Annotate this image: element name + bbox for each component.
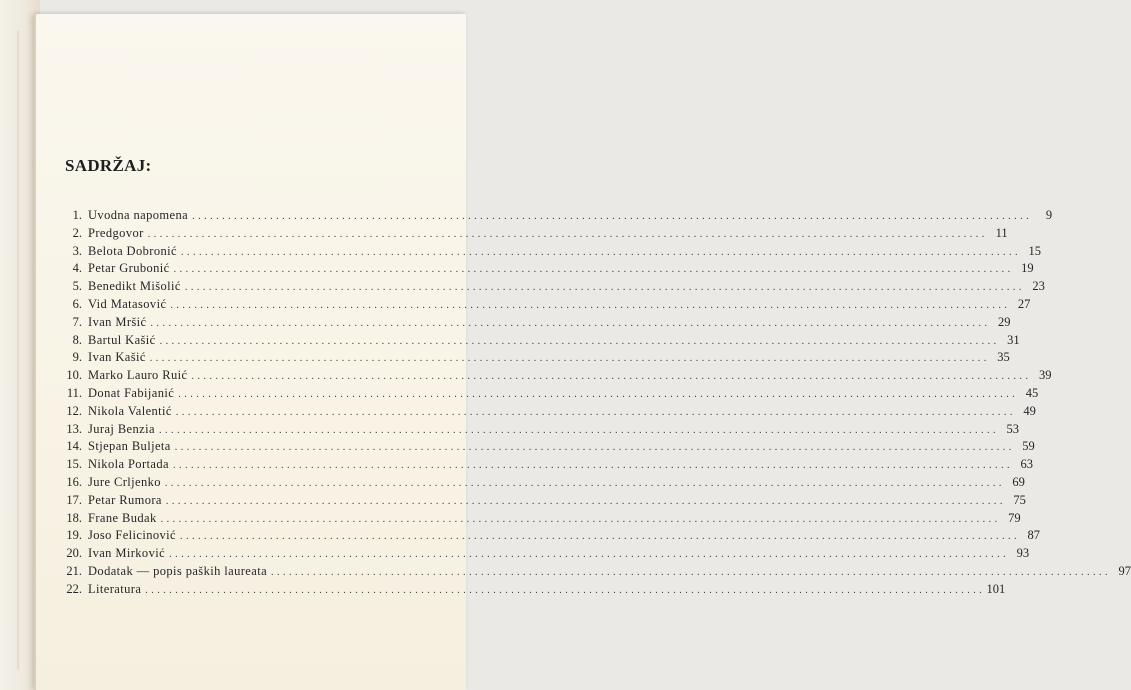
toc-entry-title: Nikola Portada <box>88 457 169 472</box>
toc-entry-page: 69 <box>1012 474 1025 489</box>
toc-entry <box>58 457 1033 475</box>
toc-entry-page: 79 <box>1008 510 1021 525</box>
toc-entry <box>58 368 1052 386</box>
toc-entry-page: 53 <box>1006 421 1019 436</box>
toc-dot-leader: . . . . . . . . . . . . . . . . . . . . . . . . . . . . . . . . . . . . . . . . . . . . . . . . . . . . . . . . . . . . . . . . . . . . . . . . . . . . . . . . . . . . . . . . . . . . . . . . . . . . . . . . . . . . . . . . . . . . . . . . . . . . . . . . . . . . . . . . . . . . <box>145 584 983 596</box>
toc-entry-number: 12. <box>66 403 82 418</box>
toc-entry-title: Stjepan Buljeta <box>88 439 171 454</box>
toc-entry <box>58 208 1053 226</box>
toc-entry-number: 1. <box>72 208 82 222</box>
toc-entry-number: 5. <box>72 279 82 294</box>
toc-entry-title: Literatura <box>88 581 142 596</box>
toc-entry-number: 18. <box>66 510 82 525</box>
toc-entry-page: 45 <box>1025 385 1039 400</box>
toc-entry-number: 6. <box>72 296 82 311</box>
background-page-fold <box>17 30 21 670</box>
toc-entry-title: Belota Dobronić <box>88 243 177 258</box>
toc-entry-page: 63 <box>1020 457 1033 472</box>
toc-dot-leader: . . . . . . . . . . . . . . . . . . . . . . . . . . . . . . . . . . . . . . . . . . . . . . . . . . . . . . . . . . . . . . . . . . . . . . . . . . . . . . . . . . . . . . . . . . . . . . . . . . . . . . . . . . . . . . . . . . . . . . . . . . . . . . . . . . . . . . . . . . . . <box>191 371 1029 383</box>
toc-dot-leader: . . . . . . . . . . . . . . . . . . . . . . . . . . . . . . . . . . . . . . . . . . . . . . . . . . . . . . . . . . . . . . . . . . . . . . . . . . . . . . . . . . . . . . . . . . . . . . . . . . . . . . . . . . . . . . . . . . . . . . . . . . . . . . . . . . . . . . . . . . . . <box>180 531 1017 543</box>
toc-entry <box>58 581 1006 600</box>
toc-dot-leader: . . . . . . . . . . . . . . . . . . . . . . . . . . . . . . . . . . . . . . . . . . . . . . . . . . . . . . . . . . . . . . . . . . . . . . . . . . . . . . . . . . . . . . . . . . . . . . . . . . . . . . . . . . . . . . . . . . . . . . . . . . . . . . . . . . . . . . . . . . . . <box>170 299 1008 311</box>
toc-dot-leader: . . . . . . . . . . . . . . . . . . . . . . . . . . . . . . . . . . . . . . . . . . . . . . . . . . . . . . . . . . . . . . . . . . . . . . . . . . . . . . . . . . . . . . . . . . . . . . . . . . . . . . . . . . . . . . . . . . . . . . . . . . . . . . . . . . . . . . . . . . . . <box>165 495 1003 507</box>
toc-entry-number: 16. <box>66 474 82 489</box>
toc-dot-leader: . . . . . . . . . . . . . . . . . . . . . . . . . . . . . . . . . . . . . . . . . . . . . . . . . . . . . . . . . . . . . . . . . . . . . . . . . . . . . . . . . . . . . . . . . . . . . . . . . . . . . . . . . . . . . . . . . . . . . . . . . . . . . . . . . . . . . . . . . . . . <box>169 549 1007 561</box>
toc-entry-number: 10. <box>66 368 82 383</box>
toc-entry-title: Marko Lauro Ruić <box>88 368 188 383</box>
toc-dot-leader: . . . . . . . . . . . . . . . . . . . . . . . . . . . . . . . . . . . . . . . . . . . . . . . . . . . . . . . . . . . . . . . . . . . . . . . . . . . . . . . . . . . . . . . . . . . . . . . . . . . . . . . . . . . . . . . . . . . . . . . . . . . . . . . . . . . . . . . . . . . . <box>184 282 1022 294</box>
toc-dot-leader: . . . . . . . . . . . . . . . . . . . . . . . . . . . . . . . . . . . . . . . . . . . . . . . . . . . . . . . . . . . . . . . . . . . . . . . . . . . . . . . . . . . . . . . . . . . . . . . . . . . . . . . . . . . . . . . . . . . . . . . . . . . . . . . . . . . . . . . . . . . . <box>158 424 996 436</box>
toc-entry-page: 101 <box>986 581 1006 596</box>
toc-dot-leader: . . . . . . . . . . . . . . . . . . . . . . . . . . . . . . . . . . . . . . . . . . . . . . . . . . . . . . . . . . . . . . . . . . . . . . . . . . . . . . . . . . . . . . . . . . . . . . . . . . . . . . . . . . . . . . . . . . . . . . . . . . . . . . . . . . . . . . . . . . . . <box>178 388 1016 400</box>
toc-entry-number: 2. <box>72 225 82 240</box>
toc-entry-page: 27 <box>1017 296 1031 311</box>
toc-entry <box>58 279 1045 297</box>
toc-dot-leader: . . . . . . . . . . . . . . . . . . . . . . . . . . . . . . . . . . . . . . . . . . . . . . . . . . . . . . . . . . . . . . . . . . . . . . . . . . . . . . . . . . . . . . . . . . . . . . . . . . . . . . . . . . . . . . . . . . . . . . . . . . . . . . . . . . . . . . . . . . . . <box>164 477 1002 489</box>
toc-entry-title: Vid Matasović <box>88 296 167 311</box>
toc-entry-page: 11 <box>995 225 1008 240</box>
toc-entry-number: 14. <box>66 439 82 454</box>
toc-entry-title: Donat Fabijanić <box>88 385 175 400</box>
toc-entry <box>58 350 1010 368</box>
toc-entry-title: Ivan Kašić <box>88 350 146 365</box>
toc-entry-number: 9. <box>72 350 82 365</box>
toc-entry <box>58 492 1026 511</box>
toc-entry <box>58 563 1131 582</box>
toc-entry-page: 31 <box>1007 332 1020 347</box>
toc-entry-page: 9 <box>1045 208 1053 222</box>
toc-entry <box>58 261 1034 279</box>
toc-dot-leader: . . . . . . . . . . . . . . . . . . . . . . . . . . . . . . . . . . . . . . . . . . . . . . . . . . . . . . . . . . . . . . . . . . . . . . . . . . . . . . . . . . . . . . . . . . . . . . . . . . . . . . . . . . . . . . . . . . . . . . . . . . . . . . . . . . . . . . . . . . . . <box>149 353 987 365</box>
toc-dot-leader: . . . . . . . . . . . . . . . . . . . . . . . . . . . . . . . . . . . . . . . . . . . . . . . . . . . . . . . . . . . . . . . . . . . . . . . . . . . . . . . . . . . . . . . . . . . . . . . . . . . . . . . . . . . . . . . . . . . . . . . . . . . . . . . . . . . . . . . . . . . . <box>174 442 1012 454</box>
toc-entry-number: 7. <box>72 314 82 329</box>
toc-entry-title: Petar Grubonić <box>88 261 170 276</box>
toc-entry-page: 19 <box>1021 261 1034 276</box>
toc-entry-number: 22. <box>66 581 82 596</box>
toc-entry-page: 97 <box>1118 563 1131 578</box>
toc-entry-number: 11. <box>66 385 82 400</box>
toc-dot-leader: . . . . . . . . . . . . . . . . . . . . . . . . . . . . . . . . . . . . . . . . . . . . . . . . . . . . . . . . . . . . . . . . . . . . . . . . . . . . . . . . . . . . . . . . . . . . . . . . . . . . . . . . . . . . . . . . . . . . . . . . . . . . . . . . . . . . . . . . . . . . <box>147 228 985 240</box>
toc-entry-page: 35 <box>997 350 1010 365</box>
toc-dot-leader: . . . . . . . . . . . . . . . . . . . . . . . . . . . . . . . . . . . . . . . . . . . . . . . . . . . . . . . . . . . . . . . . . . . . . . . . . . . . . . . . . . . . . . . . . . . . . . . . . . . . . . . . . . . . . . . . . . . . . . . . . . . . . . . . . . . . . . . . . . . . <box>175 406 1013 418</box>
toc-entry-title: Jure Crljenko <box>88 474 161 489</box>
toc-dot-leader: . . . . . . . . . . . . . . . . . . . . . . . . . . . . . . . . . . . . . . . . . . . . . . . . . . . . . . . . . . . . . . . . . . . . . . . . . . . . . . . . . . . . . . . . . . . . . . . . . . . . . . . . . . . . . . . . . . . . . . . . . . . . . . . . . . . . . . . . . . . . <box>172 460 1010 472</box>
toc-entry-number: 13. <box>66 421 82 436</box>
toc-entry-page: 39 <box>1038 368 1052 383</box>
toc-dot-leader: . . . . . . . . . . . . . . . . . . . . . . . . . . . . . . . . . . . . . . . . . . . . . . . . . . . . . . . . . . . . . . . . . . . . . . . . . . . . . . . . . . . . . . . . . . . . . . . . . . . . . . . . . . . . . . . . . . . . . . . . . . . . . . . . . . . . . . . . . . . . <box>173 264 1011 276</box>
toc-entry <box>58 528 1040 546</box>
toc-entry <box>58 403 1036 422</box>
toc-entry-number: 15. <box>66 457 82 472</box>
toc-entry <box>58 439 1035 457</box>
toc-entry-title: Ivan Mirković <box>88 546 166 561</box>
toc-entry-page: 87 <box>1027 528 1040 543</box>
toc-entry-page: 23 <box>1032 279 1045 294</box>
toc-entry-page: 59 <box>1022 439 1035 454</box>
toc-entry-page: 15 <box>1028 243 1041 258</box>
toc-entry <box>58 421 1019 440</box>
toc-entry-number: 17. <box>66 492 82 507</box>
toc-entry-page: 75 <box>1013 492 1026 507</box>
toc-entry <box>58 314 1011 333</box>
toc-entry-title: Juraj Benzia <box>88 421 155 436</box>
toc-entry-number: 3. <box>72 243 82 258</box>
toc-entry-number: 4. <box>72 261 82 276</box>
toc-entry <box>58 296 1031 315</box>
toc-entry-title: Benedikt Mišolić <box>88 279 181 294</box>
toc-dot-leader: . . . . . . . . . . . . . . . . . . . . . . . . . . . . . . . . . . . . . . . . . . . . . . . . . . . . . . . . . . . . . . . . . . . . . . . . . . . . . . . . . . . . . . . . . . . . . . . . . . . . . . . . . . . . . . . . . . . . . . . . . . . . . . . . . . . . . . . . . . . . <box>150 317 988 329</box>
toc-entry-title: Uvodna napomena <box>88 208 189 222</box>
toc-dot-leader: . . . . . . . . . . . . . . . . . . . . . . . . . . . . . . . . . . . . . . . . . . . . . . . . . . . . . . . . . . . . . . . . . . . . . . . . . . . . . . . . . . . . . . . . . . . . . . . . . . . . . . . . . . . . . . . . . . . . . . . . . . . . . . . . . . . . . . . . . . . . <box>180 246 1018 258</box>
toc-entry-page: 49 <box>1023 403 1036 418</box>
toc-dot-leader: . . . . . . . . . . . . . . . . . . . . . . . . . . . . . . . . . . . . . . . . . . . . . . . . . . . . . . . . . . . . . . . . . . . . . . . . . . . . . . . . . . . . . . . . . . . . . . . . . . . . . . . . . . . . . . . . . . . . . . . . . . . . . . . . . . . . . . . . . . . . <box>159 335 997 347</box>
toc-entry-title: Bartul Kašić <box>88 332 156 347</box>
toc-entry <box>58 474 1025 493</box>
table-of-contents <box>58 208 1131 600</box>
toc-entry-page: 93 <box>1016 546 1030 561</box>
toc-entry-number: 20. <box>66 546 82 561</box>
toc-entry <box>58 243 1041 262</box>
toc-entry <box>58 225 1008 244</box>
toc-entry-title: Predgovor <box>88 225 144 240</box>
toc-entry <box>58 332 1020 351</box>
toc-entry-title: Petar Rumora <box>88 492 162 507</box>
toc-entry <box>58 546 1030 564</box>
toc-entry-number: 19. <box>66 528 82 543</box>
toc-entry-title: Dodatak — popis paških laureata <box>88 563 268 578</box>
page-title: SADRŽAJ: <box>65 156 152 175</box>
toc-entry-number: 8. <box>72 332 82 347</box>
toc-entry-page: 29 <box>998 314 1011 329</box>
toc-entry <box>58 385 1039 404</box>
toc-dot-leader: . . . . . . . . . . . . . . . . . . . . . . . . . . . . . . . . . . . . . . . . . . . . . . . . . . . . . . . . . . . . . . . . . . . . . . . . . . . . . . . . . . . . . . . . . . . . . . . . . . . . . . . . . . . . . . . . . . . . . . . . . . . . . . . . . . . . . . . . . . . . <box>192 211 1030 222</box>
toc-entry-title: Ivan Mršić <box>88 314 147 329</box>
toc-entry-title: Nikola Valentić <box>88 403 172 418</box>
toc-entry-number: 21. <box>66 563 82 578</box>
toc-dot-leader: . . . . . . . . . . . . . . . . . . . . . . . . . . . . . . . . . . . . . . . . . . . . . . . . . . . . . . . . . . . . . . . . . . . . . . . . . . . . . . . . . . . . . . . . . . . . . . . . . . . . . . . . . . . . . . . . . . . . . . . . . . . . . . . . . . . . . . . . . . . . <box>160 513 998 525</box>
toc-entry-title: Frane Budak <box>88 510 157 525</box>
toc-dot-leader: . . . . . . . . . . . . . . . . . . . . . . . . . . . . . . . . . . . . . . . . . . . . . . . . . . . . . . . . . . . . . . . . . . . . . . . . . . . . . . . . . . . . . . . . . . . . . . . . . . . . . . . . . . . . . . . . . . . . . . . . . . . . . . . . . . . . . . . . . . . . <box>271 566 1109 578</box>
toc-entry <box>58 510 1021 529</box>
toc-entry-title: Joso Felicinović <box>88 528 176 543</box>
